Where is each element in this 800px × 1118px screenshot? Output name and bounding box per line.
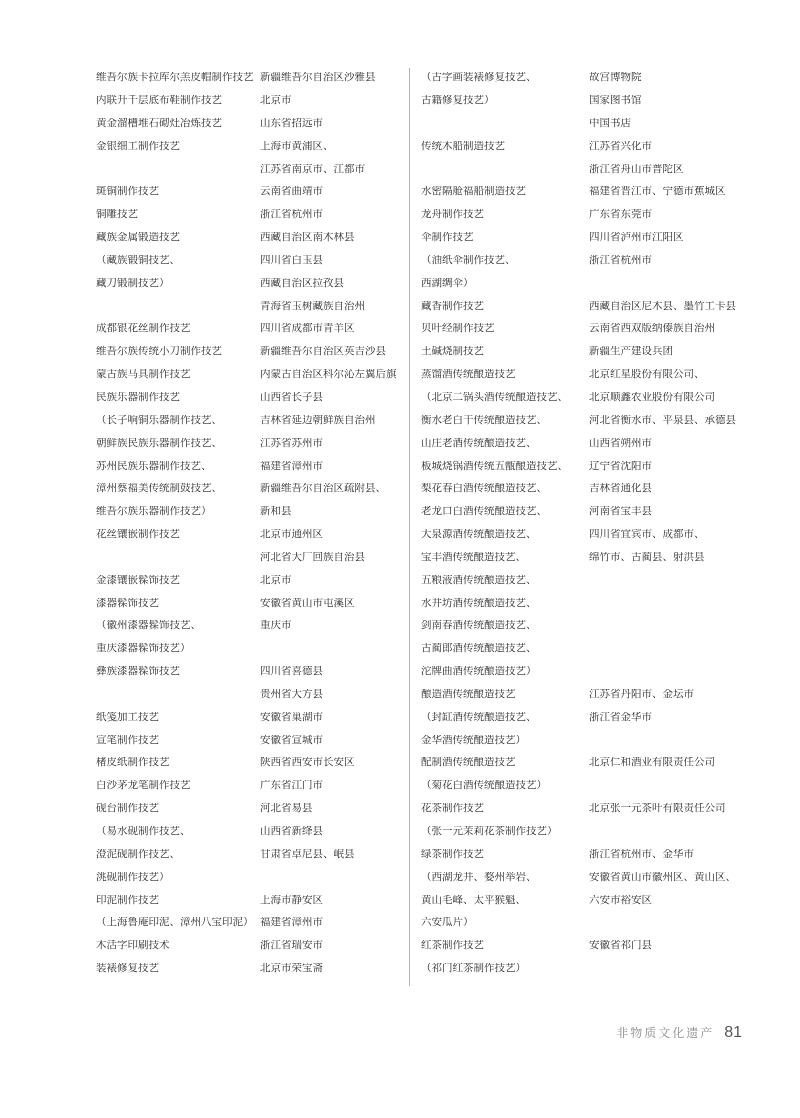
craft-name: 民族乐器制作技艺 (96, 391, 180, 403)
craft-name: 配制酒传统酿造技艺 (421, 757, 516, 768)
list-item (96, 957, 401, 980)
craft-name: （祁门红茶制作技艺） (421, 963, 526, 974)
region-name: 广东省东莞市 (589, 209, 652, 220)
craft-name: 藏香制作技艺 (421, 300, 484, 312)
list-item (421, 500, 751, 523)
region-name: 安徽省黄山市屯溪区 (260, 597, 355, 609)
craft-name: 朝鲜族民族乐器制作技艺、 (96, 437, 222, 449)
list-item (421, 911, 751, 934)
craft-name: 维吾尔族乐器制作技艺） (96, 506, 212, 517)
craft-name: 梨花春白酒传统酿造技艺、 (421, 483, 547, 494)
craft-name: 金银细工制作技艺 (96, 140, 180, 152)
craft-name: 龙舟制作技艺 (421, 209, 484, 220)
list-item (96, 614, 401, 637)
list-item (96, 340, 401, 363)
list-item (421, 683, 751, 706)
list-item (96, 683, 401, 706)
list-item (421, 866, 751, 889)
list-item (421, 706, 751, 729)
craft-name: 花丝镶嵌制作技艺 (96, 529, 180, 540)
list-item (96, 546, 401, 569)
region-name: 上海市静安区 (260, 894, 323, 906)
craft-name: （徽州漆器髹饰技艺、 (96, 620, 201, 631)
craft-name: 剑南春酒传统酿造技艺、 (421, 620, 537, 631)
region-name: 上海市黄浦区、 (260, 140, 334, 152)
craft-name: 黄金溜槽堆石砌灶冶炼技艺 (96, 117, 222, 129)
list-item (96, 660, 401, 683)
region-name: 西藏自治区尼木县、墨竹工卡县 (589, 300, 736, 312)
region-name: 安徽省黄山市徽州区、黄山区、 (589, 871, 736, 883)
region-name: 四川省喜德县 (260, 666, 323, 677)
list-item (421, 637, 751, 660)
list-item (96, 454, 401, 477)
region-name: 新疆维吾尔自治区疏附县、 (260, 483, 386, 494)
list-item (421, 728, 751, 751)
list-item (421, 454, 751, 477)
craft-name: 漳州蔡福美传统制鼓技艺、 (96, 483, 222, 494)
list-item (96, 363, 401, 386)
craft-name: 斑铜制作技艺 (96, 186, 159, 197)
region-name: 广东省江门市 (260, 780, 323, 791)
list-item (421, 774, 751, 797)
region-name: 北京市 (260, 95, 292, 106)
craft-name: 五粮液酒传统酿造技艺、 (421, 574, 537, 586)
region-name: 西藏自治区南木林县 (260, 232, 355, 243)
craft-name: 彝族漆器髹饰技艺 (96, 666, 180, 677)
list-item (421, 363, 751, 386)
footer-label: 非物质文化遗产 (616, 1026, 715, 1040)
list-item (421, 934, 751, 957)
region-name: 浙江省杭州市 (589, 254, 652, 266)
list-item (421, 386, 751, 409)
craft-name: 成都银花丝制作技艺 (96, 323, 191, 334)
craft-name: 水密隔舱福船制造技艺 (421, 186, 526, 197)
craft-name: （西湖龙井、婺州举岩、 (421, 871, 537, 883)
region-name: 吉林省通化县 (589, 483, 652, 494)
list-item (96, 774, 401, 797)
region-name: 山西省新绛县 (260, 826, 323, 837)
list-item (96, 317, 401, 340)
region-name: 云南省西双版纳傣族自治州 (589, 323, 715, 334)
craft-name: （菊花白酒传统酿造技艺） (421, 780, 547, 791)
list-item (421, 660, 751, 683)
list-item (421, 432, 751, 455)
list-item (96, 272, 401, 295)
right-column (421, 66, 751, 980)
list-item (421, 66, 751, 89)
craft-name: 宝丰酒传统酿造技艺、 (421, 551, 526, 563)
list-item (421, 203, 751, 226)
list-item (96, 112, 401, 135)
region-name: 西藏自治区拉孜县 (260, 277, 344, 289)
list-item (421, 180, 751, 203)
region-name: 四川省成都市青羊区 (260, 323, 355, 334)
region-name: 浙江省舟山市普陀区 (589, 163, 684, 175)
region-name: 北京市 (260, 574, 292, 586)
page-footer (616, 1024, 742, 1042)
list-item (96, 797, 401, 820)
region-name: 辽宁省沈阳市 (589, 460, 652, 472)
list-item (96, 66, 401, 89)
page-number: 81 (724, 1024, 742, 1041)
list-item (96, 523, 401, 546)
craft-name: （藏族锻铜技艺、 (96, 254, 180, 266)
region-name: 山西省朔州市 (589, 437, 652, 449)
list-item (96, 409, 401, 432)
craft-name: 藏刀锻制技艺） (96, 277, 170, 289)
list-item (96, 866, 401, 889)
list-item (96, 386, 401, 409)
list-item (421, 249, 751, 272)
region-name: 新疆生产建设兵团 (589, 346, 673, 357)
region-name: 江苏省南京市、江都市 (260, 163, 365, 175)
list-item (96, 226, 401, 249)
region-name: 新和县 (260, 506, 292, 517)
craft-name: 红茶制作技艺 (421, 940, 484, 951)
craft-name: 沱牌曲酒传统酿造技艺） (421, 666, 537, 677)
list-item (421, 957, 751, 980)
region-name: 六安市裕安区 (589, 894, 652, 906)
craft-name: 内联升千层底布鞋制作技艺 (96, 95, 222, 106)
list-item (96, 591, 401, 614)
craft-name: 大泉源酒传统酿造技艺、 (421, 529, 537, 540)
list-item (96, 934, 401, 957)
list-item (421, 89, 751, 112)
region-name: 陕西省西安市长安区 (260, 757, 355, 768)
region-name: 山西省长子县 (260, 391, 323, 403)
region-name: 甘肃省卓尼县、岷县 (260, 848, 355, 860)
craft-name: （易水砚制作技艺、 (96, 826, 191, 837)
region-name: 江苏省丹阳市、金坛市 (589, 688, 694, 700)
region-name: 浙江省杭州市 (260, 209, 323, 220)
list-item (96, 500, 401, 523)
craft-name: 水井坊酒传统酿造技艺、 (421, 597, 537, 609)
craft-name: 老龙口白酒传统酿造技艺、 (421, 506, 547, 517)
craft-name: （北京二锅头酒传统酿造技艺、 (421, 391, 568, 403)
region-name: 青海省玉树藏族自治州 (260, 300, 365, 312)
craft-name: 土碱烧制技艺 (421, 346, 484, 357)
craft-name: 西湖绸伞） (421, 277, 474, 289)
list-item (96, 569, 401, 592)
list-item (421, 294, 751, 317)
list-item (421, 226, 751, 249)
craft-name: 金华酒传统酿造技艺） (421, 734, 526, 746)
craft-name: 漆器髹饰技艺 (96, 597, 159, 609)
craft-name: 苏州民族乐器制作技艺、 (96, 460, 212, 472)
craft-name: 伞制作技艺 (421, 232, 474, 243)
region-name: 福建省漳州市 (260, 917, 323, 928)
list-item (421, 797, 751, 820)
region-name: 河北省衡水市、平泉县、承德县 (589, 414, 736, 426)
list-item (421, 135, 751, 158)
craft-name: 六安瓜片） (421, 917, 474, 928)
craft-name: （上海鲁庵印泥、漳州八宝印泥） (96, 917, 254, 928)
craft-name: （长子响铜乐器制作技艺、 (96, 414, 222, 426)
craft-name: （封缸酒传统酿造技艺、 (421, 711, 537, 723)
region-name: 河北省易县 (260, 803, 313, 814)
list-item (96, 294, 401, 317)
left-column (96, 66, 401, 980)
region-name: 绵竹市、古蔺县、射洪县 (589, 551, 705, 563)
list-item (96, 432, 401, 455)
region-name: 新疆维吾尔自治区英吉沙县 (260, 346, 386, 357)
region-name: 山东省招远市 (260, 117, 323, 129)
region-name: 江苏省兴化市 (589, 140, 652, 152)
list-item (96, 751, 401, 774)
list-item (421, 820, 751, 843)
list-item (421, 888, 751, 911)
craft-name: 蒸馏酒传统酿造技艺 (421, 369, 516, 380)
craft-name: 古蔺郎酒传统酿造技艺、 (421, 643, 537, 654)
list-item (421, 272, 751, 295)
region-name: 吉林省延边朝鲜族自治州 (260, 414, 376, 426)
region-name: 北京顺鑫农业股份有限公司 (589, 391, 715, 403)
craft-name: 洮砚制作技艺） (96, 871, 170, 883)
region-name: 安徽省巢湖市 (260, 711, 323, 723)
craft-name: 印泥制作技艺 (96, 894, 159, 906)
craft-name: 绿茶制作技艺 (421, 848, 484, 860)
craft-name: 酿造酒传统酿造技艺 (421, 688, 516, 700)
list-item (421, 751, 751, 774)
region-name: 浙江省瑞安市 (260, 940, 323, 951)
region-name: 四川省宜宾市、成都市、 (589, 529, 705, 540)
list-item (96, 888, 401, 911)
craft-name: 衡水老白干传统酿造技艺、 (421, 414, 547, 426)
region-name: 北京红星股份有限公司、 (589, 369, 705, 380)
craft-name: （古字画装裱修复技艺、 (421, 72, 537, 83)
craft-name: （张一元茉莉花茶制作技艺） (421, 826, 558, 837)
craft-name: 楮皮纸制作技艺 (96, 757, 170, 768)
craft-name: 藏族金属锻造技艺 (96, 232, 180, 243)
craft-name: 砚台制作技艺 (96, 803, 159, 814)
region-name: 江苏省苏州市 (260, 437, 323, 449)
region-name: 新疆维吾尔自治区沙雅县 (260, 72, 376, 83)
list-item (96, 477, 401, 500)
region-name: 浙江省金华市 (589, 711, 652, 723)
region-name: 国家图书馆 (589, 95, 642, 106)
region-name: 故宫博物院 (589, 72, 642, 83)
list-item (96, 157, 401, 180)
list-item (96, 820, 401, 843)
craft-name: 维吾尔族卡拉库尔羔皮帽制作技艺 (96, 72, 254, 83)
craft-name: 白沙茅龙笔制作技艺 (96, 780, 191, 791)
region-name: 北京市荣宝斋 (260, 963, 323, 974)
list-item (421, 317, 751, 340)
craft-name: 花茶制作技艺 (421, 803, 484, 814)
region-name: 四川省泸州市江阳区 (589, 232, 684, 243)
region-name: 内蒙古自治区科尔沁左翼后旗 (260, 369, 397, 380)
region-name: 四川省白玉县 (260, 254, 323, 266)
craft-name: 木活字印刷技术 (96, 940, 170, 951)
list-item (421, 477, 751, 500)
region-name: 北京张一元茶叶有限责任公司 (589, 803, 726, 814)
region-name: 贵州省大方县 (260, 688, 323, 700)
craft-name: 重庆漆器髹饰技艺） (96, 643, 191, 654)
list-item (421, 843, 751, 866)
craft-name: 山庄老酒传统酿造技艺、 (421, 437, 537, 449)
region-name: 重庆市 (260, 620, 292, 631)
list-item (421, 340, 751, 363)
list-item (421, 591, 751, 614)
region-name: 中国书店 (589, 117, 631, 129)
region-name: 安徽省宣城市 (260, 734, 323, 746)
region-name: 云南省曲靖市 (260, 186, 323, 197)
craft-name: 纸笺加工技艺 (96, 711, 159, 723)
craft-name: 古籍修复技艺） (421, 95, 495, 106)
list-item (421, 157, 751, 180)
craft-name: 黄山毛峰、太平猴魁、 (421, 894, 526, 906)
list-item (96, 728, 401, 751)
list-item (421, 569, 751, 592)
region-name: 北京市通州区 (260, 529, 323, 540)
list-item (96, 843, 401, 866)
craft-name: 装裱修复技艺 (96, 963, 159, 974)
list-item (421, 523, 751, 546)
list-item (421, 409, 751, 432)
craft-name: 澄泥砚制作技艺、 (96, 848, 180, 860)
list-item (96, 249, 401, 272)
craft-name: 宣笔制作技艺 (96, 734, 159, 746)
craft-name: 传统木船制造技艺 (421, 140, 505, 152)
list-item (96, 203, 401, 226)
craft-name: 贝叶经制作技艺 (421, 323, 495, 334)
list-item (96, 911, 401, 934)
list-item (96, 89, 401, 112)
craft-name: 板城烧锅酒传统五甑酿造技艺、 (421, 460, 568, 472)
region-name: 福建省晋江市、宁德市蕉城区 (589, 186, 726, 197)
craft-name: 蒙古族马具制作技艺 (96, 369, 191, 380)
list-item (96, 135, 401, 158)
list-item (96, 706, 401, 729)
list-item (421, 614, 751, 637)
region-name: 浙江省杭州市、金华市 (589, 848, 694, 860)
craft-name: 铜雕技艺 (96, 209, 138, 220)
column-divider (409, 68, 410, 986)
region-name: 北京仁和酒业有限责任公司 (589, 757, 715, 768)
craft-name: 维吾尔族传统小刀制作技艺 (96, 346, 222, 357)
craft-name: （油纸伞制作技艺、 (421, 254, 516, 266)
region-name: 福建省漳州市 (260, 460, 323, 472)
list-item (421, 546, 751, 569)
list-item (96, 637, 401, 660)
list-item (96, 180, 401, 203)
region-name: 安徽省祁门县 (589, 940, 652, 951)
list-item (421, 112, 751, 135)
region-name: 河北省大厂回族自治县 (260, 551, 365, 563)
craft-name: 金漆镶嵌髹饰技艺 (96, 574, 180, 586)
region-name: 河南省宝丰县 (589, 506, 652, 517)
